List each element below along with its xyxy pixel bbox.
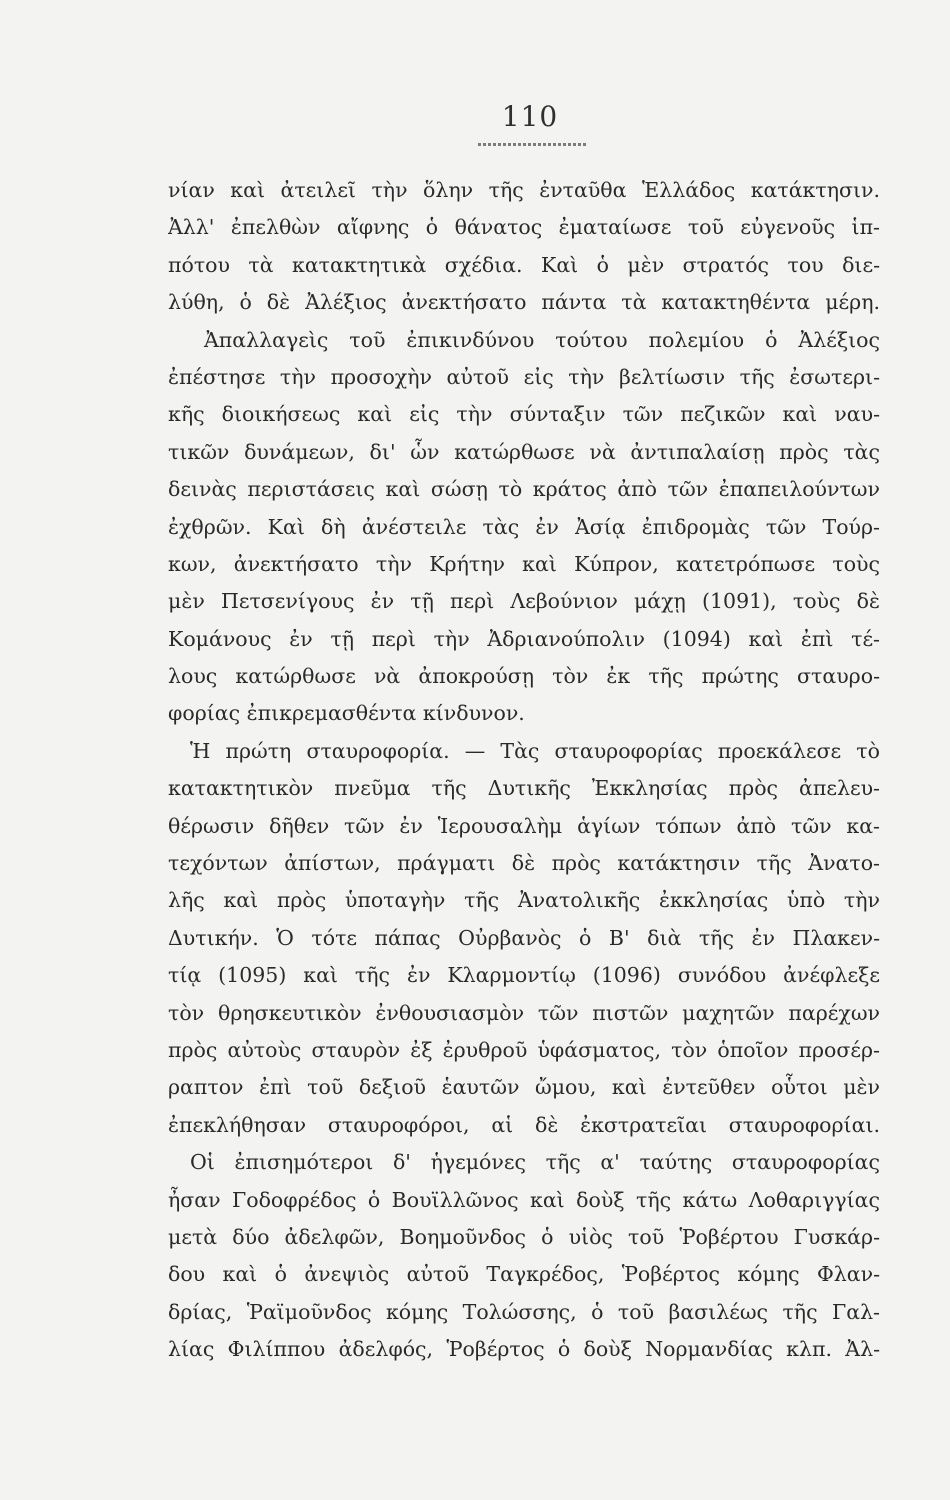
text-line: ἦσαν Γοδοφρέδος ὁ Βουϊλλῶνος καὶ δοὺξ τῆς κάτω Λοθαριγγίας (168, 1187, 880, 1212)
text-line: ἐπέστησε τὴν προσοχὴν αὐτοῦ εἰς τὴν βελτίωσιν τῆς ἐσωτερι- (168, 364, 880, 389)
text-line: Δυτικήν. Ὁ τότε πάπας Οὐρβανὸς ὁ Β' διὰ τῆς ἐν Πλακεν- (168, 925, 880, 950)
text-line: Ἀλλ' ἐπελθὼν αἴφνης ὁ θάνατος ἐματαίωσε τοῦ εὐγενοῦς ἱπ- (168, 215, 880, 240)
text-line: κατακτητικὸν πνεῦμα τῆς Δυτικῆς Ἐκκλησίας πρὸς ἀπελευ- (168, 776, 880, 801)
text-line: λίας Φιλίππου ἀδελφός, Ῥοβέρτος ὁ δοὺξ Νορμανδίας κλπ. Ἀλ- (168, 1337, 880, 1362)
text-line: ραπτον ἐπὶ τοῦ δεξιοῦ ἑαυτῶν ὤμου, καὶ ἐντεῦθεν οὗτοι μὲν (168, 1075, 880, 1100)
text-line: λύθη, ὁ δὲ Ἀλέξιος ἀνεκτήσατο πάντα τὰ κατακτηθέντα μέρη. (168, 290, 880, 315)
body-text (168, 172, 880, 1369)
text-line: ἐχθρῶν. Καὶ δὴ ἀνέστειλε τὰς ἐν Ἀσίᾳ ἐπιδρομὰς τῶν Τούρ- (168, 514, 880, 539)
text-line: νίαν καὶ ἀτειλεῖ τὴν ὅλην τῆς ἐνταῦθα Ἑλλάδος κατάκτησιν. (168, 178, 880, 202)
text-line: δου καὶ ὁ ἀνεψιὸς αὐτοῦ Ταγκρέδος, Ῥοβέρτος κόμης Φλαν- (168, 1262, 880, 1287)
section-heading-line: Ἡ πρώτη σταυροφορία. — Τὰς σταυροφορίας προεκάλεσε τὸ (190, 738, 880, 763)
text-line: δεινὰς περιστάσεις καὶ σώσῃ τὸ κράτος ἀπὸ τῶν ἐπαπειλούντων (168, 477, 880, 502)
text-line: θέρωσιν δῆθεν τῶν ἐν Ἱερουσαλὴμ ἁγίων τόπων ἀπὸ τῶν κα- (168, 813, 880, 838)
text-line: πότου τὰ κατακτητικὰ σχέδια. Καὶ ὁ μὲν στρατός του διε- (168, 252, 880, 277)
page-number-rule (478, 143, 586, 146)
text-line: Κομάνους ἐν τῇ περὶ τὴν Ἀδριανούπολιν (1094) καὶ ἐπὶ τέ- (168, 626, 880, 651)
text-line: κῆς διοικήσεως καὶ εἰς τὴν σύνταξιν τῶν πεζικῶν καὶ ναυ- (168, 402, 880, 427)
text-line: πρὸς αὐτοὺς σταυρὸν ἐξ ἐρυθροῦ ὑφάσματος, τὸν ὁποῖον προσέρ- (168, 1037, 880, 1062)
text-line: τεχόντων ἀπίστων, πράγματι δὲ πρὸς κατάκτησιν τῆς Ἀνατο- (168, 851, 880, 876)
text-line: μὲν Πετσενίγους ἐν τῇ περὶ Λεβούνιον μάχῃ (1091), τοὺς δὲ (168, 589, 880, 614)
page-number: 110 (501, 100, 559, 133)
text-line: Οἱ ἐπισημότεροι δ' ἡγεμόνες τῆς α' ταύτης σταυροφορίας (190, 1150, 880, 1175)
text-line: Ἀπαλλαγεὶς τοῦ ἐπικινδύνου τούτου πολεμίου ὁ Ἀλέξιος (204, 327, 880, 352)
text-line: λους κατώρθωσε νὰ ἀποκρούσῃ τὸν ἐκ τῆς πρώτης σταυρο- (168, 664, 880, 689)
text-line: μετὰ δύο ἀδελφῶν, Βοημοῦνδος ὁ υἱὸς τοῦ Ῥοβέρτου Γυσκάρ- (168, 1224, 880, 1249)
text-line: τίᾳ (1095) καὶ τῆς ἐν Κλαρμοντίῳ (1096) συνόδου ἀνέφλεξε (168, 963, 880, 988)
text-line: φορίας ἐπικρεμασθέντα κίνδυνον. (168, 701, 525, 726)
text-line: ἐπεκλήθησαν σταυροφόροι, αἱ δὲ ἐκστρατεῖαι σταυροφορίαι. (168, 1112, 880, 1137)
text-line: τικῶν δυνάμεων, δι' ὧν κατώρθωσε νὰ ἀντιπαλαίσῃ πρὸς τὰς (168, 439, 880, 464)
text-line: τὸν θρησκευτικὸν ἐνθουσιασμὸν τῶν πιστῶν μαχητῶν παρέχων (168, 1000, 880, 1025)
text-line: δρίας, Ῥαϊμοῦνδος κόμης Τολώσσης, ὁ τοῦ βασιλέως τῆς Γαλ- (168, 1299, 880, 1324)
text-line: λῆς καὶ πρὸς ὑποταγὴν τῆς Ἀνατολικῆς ἐκκλησίας ὑπὸ τὴν (168, 888, 880, 913)
text-line: κων, ἀνεκτήσατο τὴν Κρήτην καὶ Κύπρον, κατετρόπωσε τοὺς (168, 551, 880, 576)
